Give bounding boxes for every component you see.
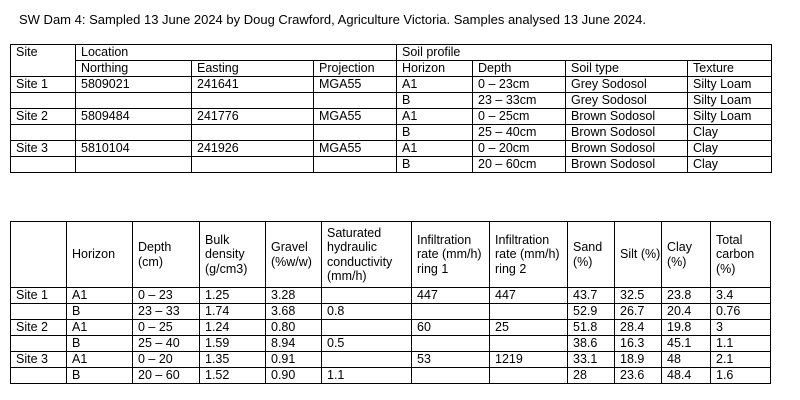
- horizon-cell: B: [397, 93, 473, 109]
- site-cell: Site 1: [11, 288, 67, 304]
- table-header-row: [11, 222, 771, 288]
- total-carbon-cell: 1.6: [711, 368, 771, 384]
- total-carbon-cell: 3.4: [711, 288, 771, 304]
- infiltration-ring-2-cell: [490, 368, 568, 384]
- easting-cell: [192, 157, 314, 173]
- soil-type-cell: Grey Sodosol: [566, 93, 688, 109]
- horizon-cell: A1: [397, 77, 473, 93]
- location-header: Location: [76, 45, 397, 61]
- bulk-density-cell: 1.74: [200, 304, 266, 320]
- texture-cell: Silty Loam: [688, 109, 772, 125]
- saturated-hydraulic-conductivity-cell: [322, 288, 412, 304]
- easting-cell: 241776: [192, 109, 314, 125]
- silt-cell: 23.6: [615, 368, 662, 384]
- northing-cell: 5810104: [76, 141, 192, 157]
- horizon-cell: B: [67, 368, 133, 384]
- silt-cell: 16.3: [615, 336, 662, 352]
- site-cell: [11, 336, 67, 352]
- site-header-blank: [11, 61, 76, 77]
- texture-cell: Clay: [688, 141, 772, 157]
- infiltration-ring-2-cell: 25: [490, 320, 568, 336]
- soil-profile-table: [10, 44, 772, 173]
- horizon-cell: A1: [67, 320, 133, 336]
- sand-cell: 28: [568, 368, 615, 384]
- clay-cell: 45.1: [662, 336, 711, 352]
- gravel-cell: 0.90: [266, 368, 322, 384]
- texture-header: Texture: [688, 61, 772, 77]
- projection-cell: MGA55: [314, 109, 397, 125]
- saturated-hydraulic-conductivity-cell: 0.5: [322, 336, 412, 352]
- saturated-hydraulic-conductivity-cell: 0.8: [322, 304, 412, 320]
- lab-analysis-table: [10, 221, 771, 384]
- soil-type-cell: Brown Sodosol: [566, 109, 688, 125]
- sand-cell: 51.8: [568, 320, 615, 336]
- clay-cell: 19.8: [662, 320, 711, 336]
- infiltration-ring-2-cell: 447: [490, 288, 568, 304]
- clay-cell: 48: [662, 352, 711, 368]
- infiltration-ring-1-cell: 53: [412, 352, 490, 368]
- saturated-hydraulic-conductivity-cell: [322, 320, 412, 336]
- site-cell: Site 3: [11, 352, 67, 368]
- northing-cell: [76, 93, 192, 109]
- site-header: Site: [11, 45, 76, 61]
- infiltration-ring-1-header: Infiltration rate (mm/h) ring 1: [412, 222, 490, 288]
- silt-cell: 18.9: [615, 352, 662, 368]
- bulk-density-cell: 1.35: [200, 352, 266, 368]
- table-row: [11, 352, 771, 368]
- infiltration-ring-2-cell: [490, 336, 568, 352]
- northing-header: Northing: [76, 61, 192, 77]
- site-cell: [11, 368, 67, 384]
- gravel-cell: 0.91: [266, 352, 322, 368]
- soil-profile-header: Soil profile: [397, 45, 772, 61]
- projection-header: Projection: [314, 61, 397, 77]
- infiltration-ring-2-header: Infiltration rate (mm/h) ring 2: [490, 222, 568, 288]
- sand-cell: 43.7: [568, 288, 615, 304]
- depth-cell: 25 – 40: [133, 336, 200, 352]
- depth-cell: 23 – 33: [133, 304, 200, 320]
- sand-cell: 38.6: [568, 336, 615, 352]
- clay-header: Clay (%): [662, 222, 711, 288]
- bulk-density-cell: 1.59: [200, 336, 266, 352]
- table-row: [11, 304, 771, 320]
- total-carbon-cell: 3: [711, 320, 771, 336]
- infiltration-ring-2-cell: [490, 304, 568, 320]
- saturated-hydraulic-conductivity-header: Saturated hydraulic conductivity (mm/h): [322, 222, 412, 288]
- gravel-cell: 3.68: [266, 304, 322, 320]
- depth-cell: 20 – 60cm: [473, 157, 566, 173]
- document-heading: SW Dam 4: Sampled 13 June 2024 by Doug Crawford, Agriculture Victoria. Samples analysed 13 June 2024.: [19, 12, 646, 27]
- depth-cell: 0 – 25cm: [473, 109, 566, 125]
- infiltration-ring-1-cell: 447: [412, 288, 490, 304]
- table-row: [11, 320, 771, 336]
- clay-cell: 20.4: [662, 304, 711, 320]
- depth-cell: 20 – 60: [133, 368, 200, 384]
- soil-type-cell: Grey Sodosol: [566, 77, 688, 93]
- horizon-cell: B: [67, 336, 133, 352]
- infiltration-ring-1-cell: [412, 368, 490, 384]
- table-row: [11, 368, 771, 384]
- gravel-cell: 0.80: [266, 320, 322, 336]
- projection-cell: MGA55: [314, 141, 397, 157]
- depth-cell: 0 – 20cm: [473, 141, 566, 157]
- easting-cell: 241641: [192, 77, 314, 93]
- texture-cell: Clay: [688, 157, 772, 173]
- table-row: [11, 336, 771, 352]
- site-cell: Site 1: [11, 77, 76, 93]
- gravel-cell: 8.94: [266, 336, 322, 352]
- horizon-header: Horizon: [67, 222, 133, 288]
- depth-header: Depth (cm): [133, 222, 200, 288]
- projection-cell: MGA55: [314, 77, 397, 93]
- infiltration-ring-1-cell: 60: [412, 320, 490, 336]
- site-cell: Site 3: [11, 141, 76, 157]
- total-carbon-cell: 2.1: [711, 352, 771, 368]
- northing-cell: 5809484: [76, 109, 192, 125]
- depth-cell: 23 – 33cm: [473, 93, 566, 109]
- northing-cell: 5809021: [76, 77, 192, 93]
- site-cell: Site 2: [11, 109, 76, 125]
- infiltration-ring-1-cell: [412, 336, 490, 352]
- site-cell: [11, 157, 76, 173]
- total-carbon-cell: 0.76: [711, 304, 771, 320]
- horizon-cell: B: [397, 157, 473, 173]
- northing-cell: [76, 157, 192, 173]
- site-header: [11, 222, 67, 288]
- texture-cell: Silty Loam: [688, 93, 772, 109]
- easting-cell: 241926: [192, 141, 314, 157]
- infiltration-ring-2-cell: 1219: [490, 352, 568, 368]
- gravel-cell: 3.28: [266, 288, 322, 304]
- clay-cell: 48.4: [662, 368, 711, 384]
- bulk-density-header: Bulk density (g/cm3): [200, 222, 266, 288]
- northing-cell: [76, 125, 192, 141]
- site-cell: Site 2: [11, 320, 67, 336]
- texture-cell: Silty Loam: [688, 77, 772, 93]
- projection-cell: [314, 93, 397, 109]
- table-row: [11, 157, 772, 173]
- soil-type-header: Soil type: [566, 61, 688, 77]
- site-cell: [11, 93, 76, 109]
- table-subheader-row: [11, 61, 772, 77]
- projection-cell: [314, 157, 397, 173]
- bulk-density-cell: 1.25: [200, 288, 266, 304]
- horizon-cell: B: [397, 125, 473, 141]
- table-row: [11, 288, 771, 304]
- gravel-header: Gravel (%w/w): [266, 222, 322, 288]
- site-cell: [11, 125, 76, 141]
- horizon-cell: A1: [397, 141, 473, 157]
- sand-cell: 52.9: [568, 304, 615, 320]
- soil-type-cell: Brown Sodosol: [566, 141, 688, 157]
- easting-cell: [192, 125, 314, 141]
- sand-cell: 33.1: [568, 352, 615, 368]
- table-row: [11, 109, 772, 125]
- depth-cell: 25 – 40cm: [473, 125, 566, 141]
- horizon-cell: A1: [67, 352, 133, 368]
- depth-cell: 0 – 20: [133, 352, 200, 368]
- silt-cell: 32.5: [615, 288, 662, 304]
- saturated-hydraulic-conductivity-cell: 1.1: [322, 368, 412, 384]
- table-row: [11, 125, 772, 141]
- table-header-row: [11, 45, 772, 61]
- bulk-density-cell: 1.24: [200, 320, 266, 336]
- horizon-cell: A1: [67, 288, 133, 304]
- bulk-density-cell: 1.52: [200, 368, 266, 384]
- soil-type-cell: Brown Sodosol: [566, 157, 688, 173]
- depth-header: Depth: [473, 61, 566, 77]
- depth-cell: 0 – 23: [133, 288, 200, 304]
- easting-cell: [192, 93, 314, 109]
- saturated-hydraulic-conductivity-cell: [322, 352, 412, 368]
- easting-header: Easting: [192, 61, 314, 77]
- total-carbon-header: Total carbon (%): [711, 222, 771, 288]
- silt-cell: 26.7: [615, 304, 662, 320]
- texture-cell: Clay: [688, 125, 772, 141]
- silt-header: Silt (%): [615, 222, 662, 288]
- total-carbon-cell: 1.1: [711, 336, 771, 352]
- table-row: [11, 77, 772, 93]
- infiltration-ring-1-cell: [412, 304, 490, 320]
- projection-cell: [314, 125, 397, 141]
- table-row: [11, 93, 772, 109]
- table-row: [11, 141, 772, 157]
- horizon-header: Horizon: [397, 61, 473, 77]
- depth-cell: 0 – 23cm: [473, 77, 566, 93]
- silt-cell: 28.4: [615, 320, 662, 336]
- sand-header: Sand (%): [568, 222, 615, 288]
- soil-type-cell: Brown Sodosol: [566, 125, 688, 141]
- horizon-cell: A1: [397, 109, 473, 125]
- horizon-cell: B: [67, 304, 133, 320]
- site-cell: [11, 304, 67, 320]
- clay-cell: 23.8: [662, 288, 711, 304]
- depth-cell: 0 – 25: [133, 320, 200, 336]
